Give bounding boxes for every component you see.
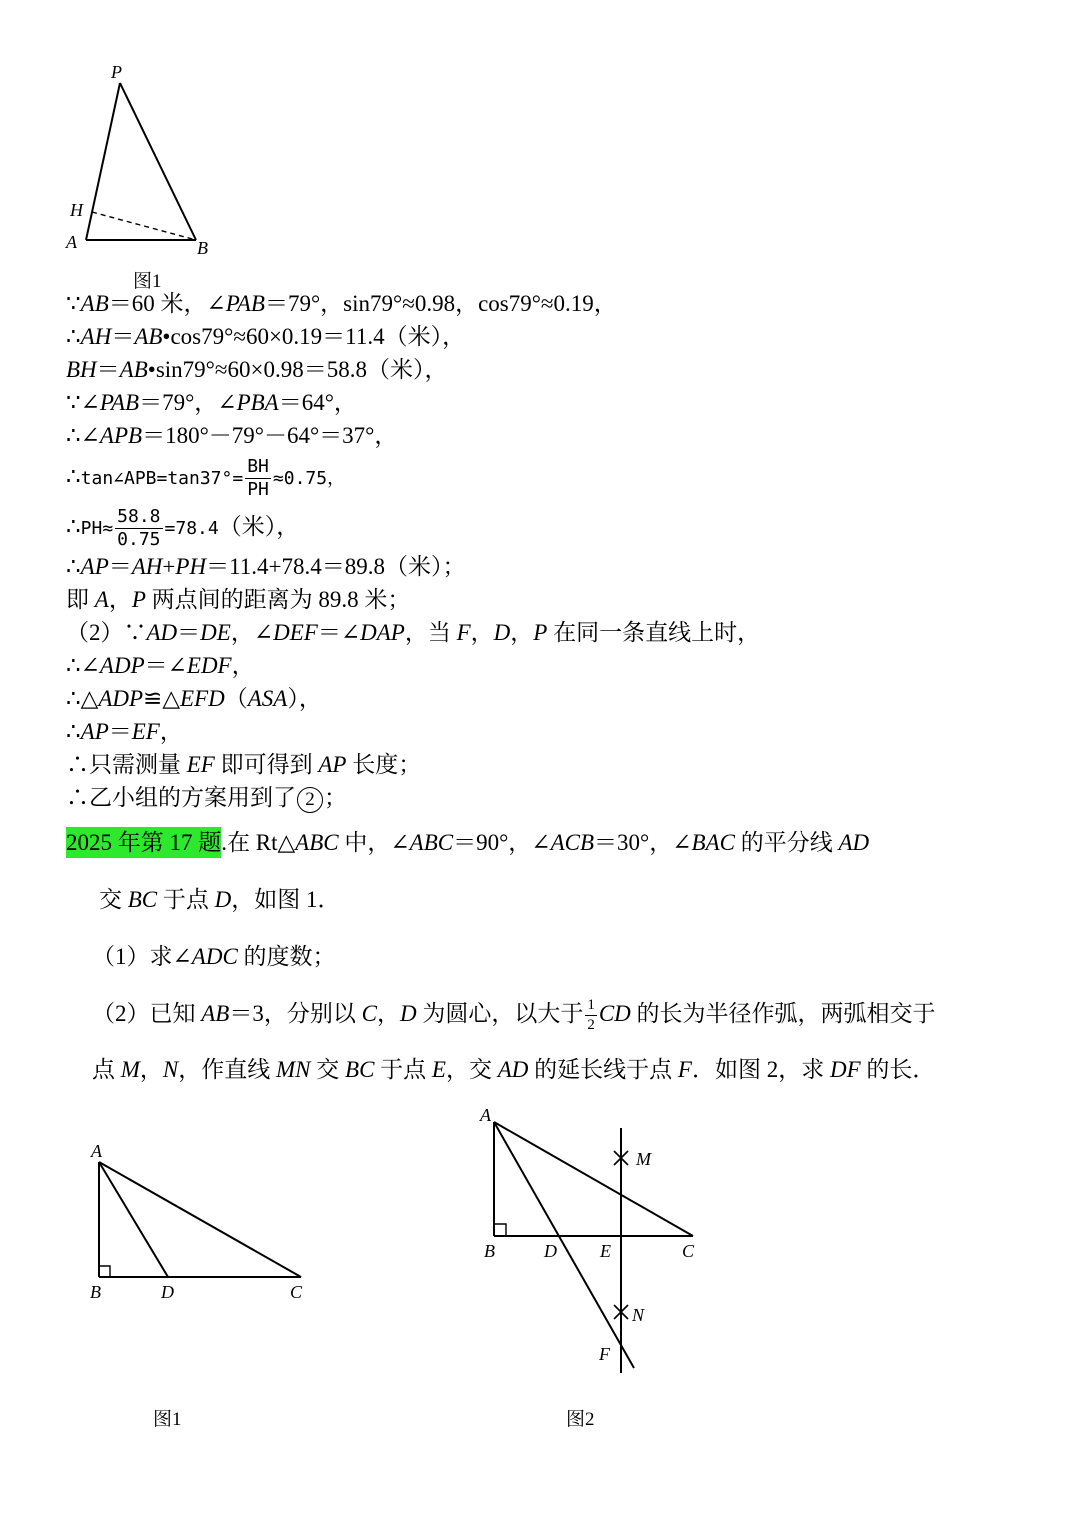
problem-line-1 <box>66 827 869 859</box>
text: ， <box>231 653 255 678</box>
text: ＝ <box>317 620 341 645</box>
text: ASA <box>247 686 288 711</box>
text: 交 <box>310 1057 346 1082</box>
text: CD <box>598 1001 631 1026</box>
label-a: A <box>480 1105 491 1125</box>
text: ＝30°，∠ <box>594 830 692 855</box>
label-a: A <box>91 1141 102 1161</box>
right-angle-mark <box>494 1224 506 1236</box>
numerator: 1 <box>585 998 597 1016</box>
text: AB <box>80 291 109 316</box>
text: ， <box>376 1001 400 1026</box>
label-f: F <box>599 1344 610 1364</box>
text: （ <box>224 686 248 711</box>
text: ＝180°－79°－64°＝37°， <box>142 423 398 448</box>
label-b: B <box>484 1241 495 1261</box>
solution-line-15 <box>66 783 347 813</box>
solution-line-11 <box>66 651 255 681</box>
text: ， <box>470 620 494 645</box>
text: ， <box>159 719 183 744</box>
text: ＝ <box>108 719 132 744</box>
text: ＝11.4+78.4＝89.8（米）； <box>206 554 466 579</box>
problem-line-5 <box>92 1054 935 1086</box>
text: P <box>533 620 548 645</box>
text: C <box>361 1001 377 1026</box>
text: ＝79°， <box>139 390 218 415</box>
text: AH <box>80 324 112 349</box>
text: AB <box>201 1001 230 1026</box>
solution-line-14 <box>66 750 421 780</box>
text: N <box>162 1057 179 1082</box>
text: =78.4 <box>164 518 219 539</box>
text: P <box>131 587 146 612</box>
text: ＝60 米， <box>108 291 207 316</box>
text: 为圆心，以大于 <box>416 1001 584 1026</box>
text: ， <box>139 1057 163 1082</box>
text: ＝3，分别以 <box>229 1001 362 1026</box>
text: 在同一条直线上时， <box>547 620 761 645</box>
solution-line-13 <box>66 717 183 747</box>
text: BAC <box>691 830 735 855</box>
text: DE <box>200 620 231 645</box>
text: .在 Rt△ <box>221 830 296 855</box>
text: ∴ <box>66 653 81 678</box>
text: ，交 <box>445 1057 498 1082</box>
text: AD <box>497 1057 529 1082</box>
solution-line-2 <box>66 322 465 352</box>
solution-line-6 <box>66 452 345 502</box>
denominator: 2 <box>587 1017 595 1034</box>
text: ∴ <box>66 324 81 349</box>
text: ∵ <box>66 390 81 415</box>
text: ≌△ <box>143 686 181 711</box>
text: 的长． <box>860 1057 936 1082</box>
text: 的平分线 <box>734 830 839 855</box>
text: 交 <box>99 887 128 912</box>
text: PH <box>175 554 207 579</box>
text: （1）求∠ <box>92 944 192 969</box>
figure-top-triangle <box>55 55 235 265</box>
denominator: PH <box>247 478 269 500</box>
solution-line-10 <box>66 618 760 648</box>
label-a: A <box>66 232 77 252</box>
numerator: BH <box>247 455 269 477</box>
text: ＝90°，∠ <box>453 830 551 855</box>
label-d: D <box>544 1241 557 1261</box>
figure-1-triangle <box>80 1135 340 1310</box>
text: ，作直线 <box>178 1057 277 1082</box>
figure-top-caption: 图1 <box>133 271 162 292</box>
text: ≈0.75， <box>272 468 346 489</box>
text: AP <box>80 719 109 744</box>
text: M <box>120 1057 140 1082</box>
text: tan∠APB=tan37°= <box>80 468 244 489</box>
segment-pa <box>86 83 120 240</box>
text: ∴ <box>66 554 81 579</box>
solution-line-9 <box>66 585 410 615</box>
text: F <box>677 1057 692 1082</box>
text: ADC <box>191 944 238 969</box>
denominator: 0.75 <box>117 528 161 550</box>
text: ∠PAB <box>80 390 140 415</box>
text: EFD <box>180 686 225 711</box>
solution-line-7 <box>66 502 299 552</box>
text: F <box>456 620 471 645</box>
problem-line-3 <box>92 941 336 973</box>
text: 点 <box>92 1057 121 1082</box>
text: ， <box>230 620 254 645</box>
label-n: N <box>632 1305 645 1325</box>
problem-line-4 <box>92 994 936 1034</box>
text: ，如图 1． <box>231 887 341 912</box>
text: PH≈ <box>80 518 114 539</box>
label-c: C <box>682 1241 695 1261</box>
text: BC <box>345 1057 375 1082</box>
figure-2-construction <box>470 1098 710 1383</box>
text: D <box>214 887 232 912</box>
text: ∴ <box>66 464 81 489</box>
text: •sin79°≈60×0.98＝58.8（米）， <box>147 357 448 382</box>
text: ∵ <box>66 291 81 316</box>
text: 的延长线于点 <box>528 1057 678 1082</box>
text: ＝ <box>177 620 201 645</box>
text: （2）∵ <box>66 620 147 645</box>
text: AP <box>80 554 109 579</box>
text: DF <box>829 1057 861 1082</box>
label-b: B <box>197 238 208 258</box>
text: 于点 <box>157 887 215 912</box>
text: ）， <box>287 686 322 711</box>
text: BC <box>127 887 158 912</box>
text: ∴ <box>66 423 81 448</box>
text: ∠DEF <box>253 620 318 645</box>
solution-line-1 <box>66 289 617 319</box>
text: BH <box>66 357 97 382</box>
text: ∠ADP <box>80 653 145 678</box>
text: ， <box>108 587 132 612</box>
text: （2）已知 <box>92 1001 202 1026</box>
segment-hb-dashed <box>92 212 196 240</box>
text: ∠PAB <box>206 291 265 316</box>
text: ∴△ <box>66 686 99 711</box>
text: 即可得到 <box>214 752 319 777</box>
label-p: P <box>111 62 122 82</box>
label-d: D <box>161 1282 174 1302</box>
line-adf <box>494 1122 634 1368</box>
text: AH <box>131 554 163 579</box>
text: ； <box>324 785 347 810</box>
text: ABC <box>409 830 454 855</box>
text: AD <box>838 830 870 855</box>
text: ABC <box>295 830 339 855</box>
text: ＝ <box>108 554 132 579</box>
text: ∠APB <box>80 423 143 448</box>
figure-2-caption: 图2 <box>566 1409 595 1430</box>
text: ∴ <box>66 514 81 539</box>
text: AB <box>134 324 163 349</box>
text: AP <box>318 752 347 777</box>
circled-number: 2 <box>297 787 323 813</box>
segment-ac <box>99 1162 301 1277</box>
segment-ad <box>99 1162 168 1277</box>
solution-line-12 <box>66 684 322 714</box>
text: E <box>431 1057 446 1082</box>
text: ＝ <box>96 357 120 382</box>
right-angle-mark <box>99 1266 110 1277</box>
text: ∠DAP <box>340 620 405 645</box>
solution-line-3 <box>66 355 447 385</box>
fraction-58-075 <box>115 505 162 550</box>
text: 即 <box>66 587 95 612</box>
label-m: M <box>636 1149 651 1169</box>
fraction-one-half <box>585 998 597 1033</box>
text: EF <box>131 719 160 744</box>
text: A <box>94 587 109 612</box>
problem-tag-highlight: 2025 年第 17 题 <box>66 827 221 858</box>
text: ∠PBA <box>217 390 279 415</box>
solution-line-5 <box>66 421 397 451</box>
label-h: H <box>70 200 83 220</box>
text: MN <box>276 1057 311 1082</box>
figure-1-caption: 图1 <box>153 1409 182 1430</box>
text: ， <box>510 620 534 645</box>
label-c: C <box>290 1282 303 1302</box>
text: •cos79°≈60×0.19＝11.4（米）， <box>162 324 466 349</box>
text: ∴只需测量 <box>66 752 187 777</box>
solution-line-4 <box>66 388 357 418</box>
text: ∴乙小组的方案用到了 <box>66 785 296 810</box>
solution-line-8 <box>66 552 465 582</box>
segment-pb <box>120 83 196 240</box>
label-e: E <box>600 1241 611 1261</box>
text: 的度数； <box>237 944 336 969</box>
text: ＝79°，sin79°≈0.98，cos79°≈0.19， <box>264 291 617 316</box>
text: （米）， <box>218 514 300 539</box>
text: D <box>493 620 511 645</box>
text: 两点间的距离为 89.8 米； <box>145 587 411 612</box>
numerator: 58.8 <box>117 505 161 527</box>
text: 的长为半径作弧，两弧相交于 <box>630 1001 936 1026</box>
problem-line-2 <box>99 884 341 916</box>
text: ＝ <box>144 653 168 678</box>
text: ．如图 2，求 <box>691 1057 830 1082</box>
text: ＝ <box>111 324 135 349</box>
text: ，当 <box>404 620 457 645</box>
text: ACB <box>550 830 595 855</box>
text: 长度； <box>346 752 422 777</box>
segment-ac <box>494 1122 693 1236</box>
text: ∠EDF <box>167 653 232 678</box>
text: AD <box>146 620 178 645</box>
text: + <box>162 554 176 579</box>
text: AB <box>119 357 148 382</box>
text: ＝64°， <box>278 390 357 415</box>
text: 中，∠ <box>338 830 410 855</box>
label-b: B <box>90 1282 101 1302</box>
text: ADP <box>98 686 144 711</box>
text: EF <box>186 752 215 777</box>
text: ∴ <box>66 719 81 744</box>
text: 于点 <box>374 1057 432 1082</box>
text: D <box>399 1001 417 1026</box>
fraction-bh-ph <box>245 455 271 500</box>
